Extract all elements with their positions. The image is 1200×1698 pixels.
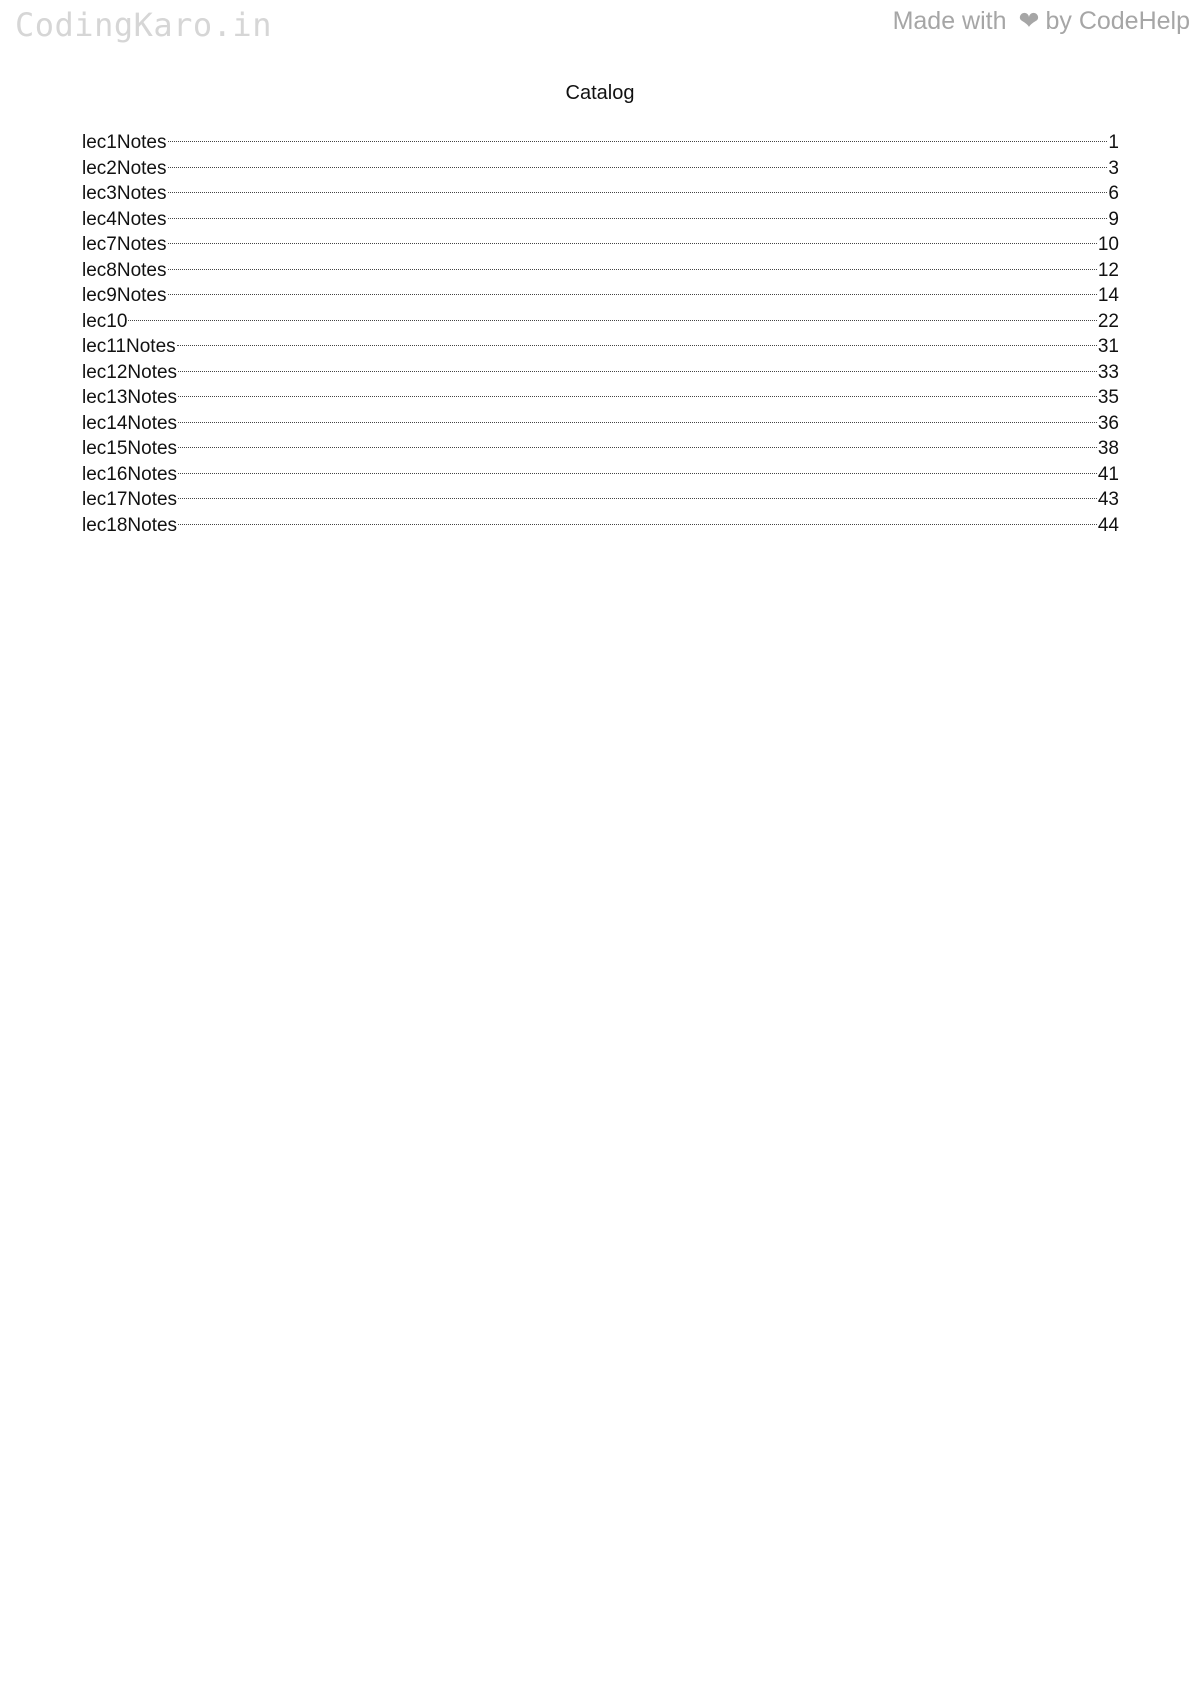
toc-entry-label[interactable]: lec10 bbox=[82, 310, 128, 332]
toc-entry-page[interactable]: 38 bbox=[1097, 438, 1119, 459]
toc-entry-label[interactable]: lec16Notes bbox=[82, 463, 178, 485]
toc-entry-page[interactable]: 14 bbox=[1097, 285, 1119, 306]
toc-entry-page[interactable]: 44 bbox=[1097, 514, 1119, 536]
toc-entry-label[interactable]: lec1Notes bbox=[82, 132, 167, 153]
toc-entry[interactable] bbox=[82, 258, 1119, 284]
dot-leader bbox=[177, 345, 1097, 346]
toc-entry-label[interactable]: lec2Notes bbox=[82, 157, 167, 179]
catalog-title: Catalog bbox=[565, 82, 635, 104]
toc-entry-label[interactable]: lec12Notes bbox=[82, 361, 178, 383]
toc-entry-label[interactable]: lec9Notes bbox=[82, 285, 167, 306]
toc-entry-label[interactable]: lec4Notes bbox=[82, 208, 167, 230]
toc-entry-label[interactable]: lec15Notes bbox=[82, 438, 178, 459]
toc-entry-page[interactable]: 31 bbox=[1097, 336, 1119, 357]
dot-leader bbox=[168, 192, 1108, 193]
dot-leader bbox=[178, 422, 1097, 423]
toc-entry[interactable] bbox=[82, 360, 1119, 386]
watermark-made-with bbox=[893, 6, 1190, 36]
toc-entry[interactable] bbox=[82, 309, 1119, 335]
dot-leader bbox=[128, 320, 1096, 321]
toc-entry-page[interactable]: 43 bbox=[1097, 489, 1119, 510]
toc-entry-page[interactable]: 3 bbox=[1108, 157, 1119, 179]
toc-entry-page[interactable]: 10 bbox=[1097, 234, 1119, 255]
heart-icon: ❤ bbox=[1018, 7, 1040, 35]
watermark-site-name: CodingKaro.in bbox=[15, 6, 272, 44]
toc-entry[interactable] bbox=[82, 181, 1119, 207]
made-with-text: Made with bbox=[892, 7, 1007, 35]
toc-entry[interactable] bbox=[82, 436, 1119, 462]
toc-entry[interactable] bbox=[82, 411, 1119, 437]
toc-entry-page[interactable]: 35 bbox=[1097, 387, 1119, 408]
toc-entry[interactable] bbox=[82, 283, 1119, 309]
dot-leader bbox=[168, 141, 1108, 142]
toc-entry[interactable] bbox=[82, 130, 1119, 156]
toc-entry-page[interactable]: 6 bbox=[1108, 183, 1119, 204]
dot-leader bbox=[168, 269, 1097, 270]
dot-leader bbox=[178, 396, 1097, 397]
toc-entry-page[interactable]: 9 bbox=[1108, 208, 1119, 230]
toc-entry-page[interactable]: 1 bbox=[1108, 132, 1119, 153]
dot-leader bbox=[178, 524, 1097, 525]
dot-leader bbox=[178, 498, 1097, 499]
toc-entry-label[interactable]: lec17Notes bbox=[82, 489, 178, 510]
dot-leader bbox=[168, 167, 1108, 168]
toc-entry-label[interactable]: lec18Notes bbox=[82, 514, 178, 536]
toc-entry[interactable] bbox=[82, 487, 1119, 513]
dot-leader bbox=[168, 243, 1097, 244]
toc-entry-page[interactable]: 12 bbox=[1097, 259, 1119, 281]
toc-entry[interactable] bbox=[82, 207, 1119, 233]
toc-entry-page[interactable]: 33 bbox=[1097, 361, 1119, 383]
toc-entry[interactable] bbox=[82, 156, 1119, 182]
toc-entry-page[interactable]: 22 bbox=[1097, 310, 1119, 332]
dot-leader bbox=[168, 294, 1097, 295]
toc-entry-label[interactable]: lec7Notes bbox=[82, 234, 167, 255]
toc-entry-page[interactable]: 36 bbox=[1097, 412, 1119, 434]
toc-entry[interactable] bbox=[82, 513, 1119, 539]
dot-leader bbox=[178, 447, 1097, 448]
toc-entry-label[interactable]: lec13Notes bbox=[82, 387, 178, 408]
dot-leader bbox=[178, 371, 1097, 372]
toc-entry[interactable] bbox=[82, 385, 1119, 411]
toc-entry[interactable] bbox=[82, 462, 1119, 488]
toc-entry-label[interactable]: lec11Notes bbox=[82, 336, 176, 357]
dot-leader bbox=[168, 218, 1108, 219]
toc-entry-label[interactable]: lec3Notes bbox=[82, 183, 167, 204]
table-of-contents bbox=[82, 130, 1119, 538]
dot-leader bbox=[178, 473, 1097, 474]
toc-entry[interactable] bbox=[82, 232, 1119, 258]
toc-entry[interactable] bbox=[82, 334, 1119, 360]
by-codehelp-text: by CodeHelp bbox=[1045, 7, 1190, 35]
toc-entry-label[interactable]: lec8Notes bbox=[82, 259, 167, 281]
toc-entry-label[interactable]: lec14Notes bbox=[82, 412, 178, 434]
toc-entry-page[interactable]: 41 bbox=[1097, 463, 1119, 485]
